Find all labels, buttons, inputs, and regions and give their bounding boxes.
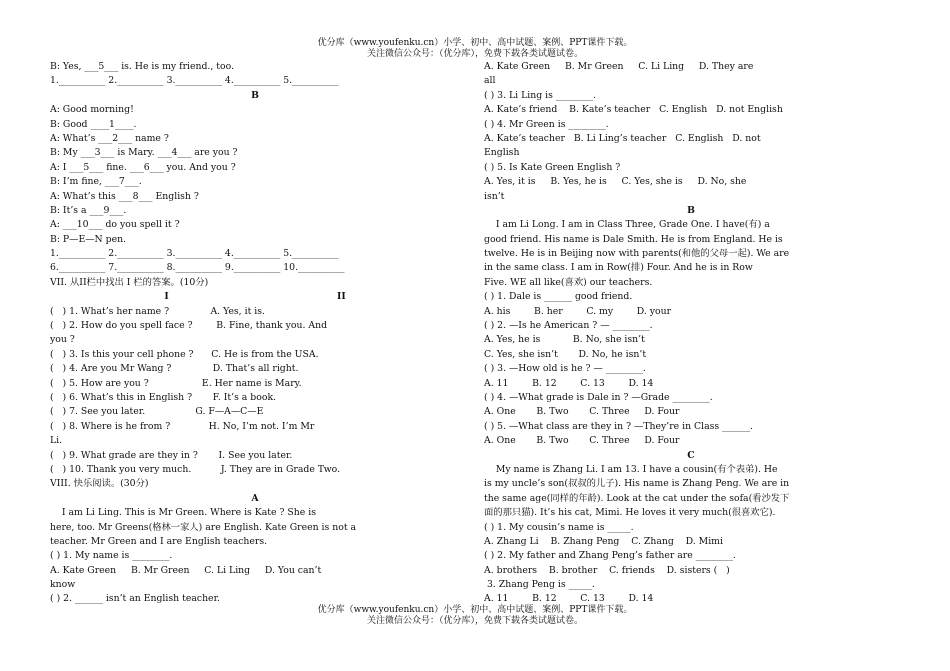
passage-line: here, too. Mr Greens(格林一家人) are English. Kate Green is not a — [50, 521, 357, 533]
footer-line-1: 优分库（www.youfenku.cn）小学、初中、高中试题、案例、PPT课件下载。 — [317, 605, 633, 615]
question-line: ( ) 2. ______ isn’t an English teacher. — [50, 593, 220, 605]
passage-line: teacher. Mr Green and I are English teachers. — [50, 535, 268, 547]
match-item-continued: you ? — [50, 334, 75, 346]
match-item-continued: Li. — [50, 435, 63, 447]
options-line: A. Kate Green B. Mr Green C. Li Ling D. You can’t — [50, 564, 322, 576]
section-heading-b: B — [251, 89, 259, 101]
text-line: B: Yes, ___5___ is. He is my friend., too. — [50, 61, 235, 72]
passage-line: 面的那只猫). It’s his cat, Mimi. He loves it very much(很喜欢它). — [484, 507, 776, 519]
dialogue-line: B: I’m fine, ___7___. — [50, 176, 142, 188]
match-item: ( ) 7. See you later. G. F—A—C—E — [50, 406, 264, 418]
options-line-continued: isn’t — [484, 190, 505, 202]
options-line: A. Yes, it is B. Yes, he is C. Yes, she is D. No, she — [484, 176, 747, 188]
answer-blanks-line: 1.__________ 2.__________ 3.__________ 4.__________ 5.__________ — [50, 248, 339, 260]
passage-line: twelve. He is in Beijing now with parents(和他的父母一起). We are — [484, 248, 790, 260]
options-line: A. his B. her C. my D. your — [484, 305, 672, 317]
match-item: ( ) 4. Are you Mr Wang ? D. That’s all right. — [50, 363, 299, 375]
options-line: A. 11 B. 12 C. 13 D. 14 — [484, 377, 654, 389]
right-column — [484, 60, 898, 607]
question-line: ( ) 1. My cousin’s name is _____. — [484, 521, 634, 533]
question-line: 3. Zhang Peng is _____. — [484, 579, 595, 591]
options-line: A. One B. Two C. Three D. Four — [484, 435, 680, 447]
footer-line-2: 关注微信公众号：（优分库），免费下载各类试题试卷。 — [366, 616, 583, 626]
match-item: ( ) 10. Thank you very much. J. They are in Grade Two. — [50, 463, 341, 475]
question-line: ( ) 3. —How old is he ? — ________. — [484, 363, 646, 375]
options-line: A. Zhang Li B. Zhang Peng C. Zhang D. Mimi — [484, 535, 723, 547]
match-item: ( ) 3. Is this your cell phone ? C. He is from the USA. — [50, 348, 319, 360]
passage-line: Five. WE all like(喜欢) our teachers. — [484, 276, 653, 288]
left-column — [50, 60, 460, 607]
options-line-continued: all — [484, 75, 496, 87]
header-line-1: 优分库（www.youfenku.cn）小学、初中、高中试题、案例、PPT课件下载。 — [317, 38, 633, 48]
answer-blanks-line: 1.__________ 2.__________ 3.__________ 4.__________ 5.__________ — [50, 75, 339, 87]
answer-blanks-line: 6.__________ 7.__________ 8.__________ 9.__________ 10.__________ — [50, 262, 345, 274]
passage-line: I am Li Long. I am in Class Three, Grade One. I have(有) a — [484, 219, 770, 231]
passage-line: in the same class. I am in Row(排) Four. And he is in Row — [484, 262, 753, 274]
passage-line: good friend. His name is Dale Smith. He is from England. He is — [484, 233, 783, 245]
question-line: ( ) 1. Dale is ______ good friend. — [484, 291, 633, 303]
dialogue-line: B: It’s a ___9___. — [50, 204, 127, 216]
match-item: ( ) 9. What grade are they in ? I. See you later. — [50, 449, 293, 461]
options-line: A. Kate’s teacher B. Li Ling’s teacher C. English D. not — [484, 132, 761, 144]
options-line: C. Yes, she isn’t D. No, he isn’t — [484, 348, 647, 360]
question-line: ( ) 2. My father and Zhang Peng’s father are ________. — [484, 550, 736, 562]
section-heading-b: B — [687, 204, 695, 216]
column-headings: I II — [164, 291, 346, 303]
match-item: ( ) 1. What’s her name ? A. Yes, it is. — [50, 305, 265, 317]
section-title-vii: VII. 从II栏中找出 I 栏的答案。(10分) — [50, 276, 209, 288]
match-item: ( ) 2. How do you spell face ? B. Fine, thank you. And — [50, 320, 328, 332]
passage-line: is my uncle’s son(叔叔的儿子). His name is Zhang Peng. We are in — [484, 478, 790, 490]
dialogue-line: A: Good morning! — [50, 104, 134, 116]
dialogue-line: A: What’s this ___8___ English ? — [50, 190, 199, 202]
question-line: ( ) 4. —What grade is Dale in ? —Grade ________. — [484, 391, 713, 403]
options-line-continued: English — [484, 147, 520, 159]
question-line: ( ) 2. —Is he American ? — ________. — [484, 320, 653, 332]
dialogue-line: A: What’s ___2___ name ? — [50, 132, 169, 144]
question-line: ( ) 4. Mr Green is ________. — [484, 118, 609, 130]
section-title-viii: VIII. 快乐阅读。(30分) — [50, 478, 149, 490]
options-line: A. Kate’s friend B. Kate’s teacher C. English D. not English — [484, 104, 783, 116]
options-line-continued: know — [50, 579, 76, 591]
options-line: A. One B. Two C. Three D. Four — [484, 406, 680, 418]
options-line: A. brothers B. brother C. friends D. sisters ( ) — [484, 564, 730, 576]
dialogue-line: A: ___10___ do you spell it ? — [50, 219, 180, 231]
match-item: ( ) 5. How are you ? E. Her name is Mary. — [50, 377, 302, 389]
options-line: A. 11 B. 12 C. 13 D. 14 — [484, 593, 654, 605]
section-heading-a: A — [251, 492, 259, 504]
dialogue-line: B: P—E—N pen. — [50, 233, 127, 245]
question-line: ( ) 5. —What class are they in ? —They’re in Class ______. — [484, 420, 754, 432]
header-line-2: 关注微信公众号：（优分库），免费下载各类试题试卷。 — [366, 49, 583, 59]
passage-line: My name is Zhang Li. I am 13. I have a cousin(有个表弟). He — [484, 463, 778, 475]
dialogue-line: A: I ___5___ fine. ___6___ you. And you ? — [50, 161, 236, 173]
question-line: ( ) 5. Is Kate Green English ? — [484, 161, 621, 173]
dialogue-line: B: Good ____1____. — [50, 118, 137, 130]
passage-line: I am Li Ling. This is Mr Green. Where is Kate ? She is — [50, 507, 316, 519]
options-line: A. Yes, he is B. No, she isn’t — [484, 334, 645, 346]
question-line: ( ) 3. Li Ling is ________. — [484, 89, 596, 101]
match-item: ( ) 6. What’s this in English ? F. It’s a book. — [50, 391, 277, 403]
section-heading-c: C — [687, 449, 695, 461]
question-line: ( ) 1. My name is ________. — [50, 550, 173, 562]
dialogue-line: B: My ___3___ is Mary. ___4___ are you ? — [50, 147, 238, 159]
options-line: A. Kate Green B. Mr Green C. Li Ling D. They are — [484, 61, 754, 72]
passage-line: the same age(同样的年龄). Look at the cat under the sofa(看沙发下 — [484, 492, 790, 504]
match-item: ( ) 8. Where is he from ? H. No, I’m not. I’m Mr — [50, 420, 315, 432]
